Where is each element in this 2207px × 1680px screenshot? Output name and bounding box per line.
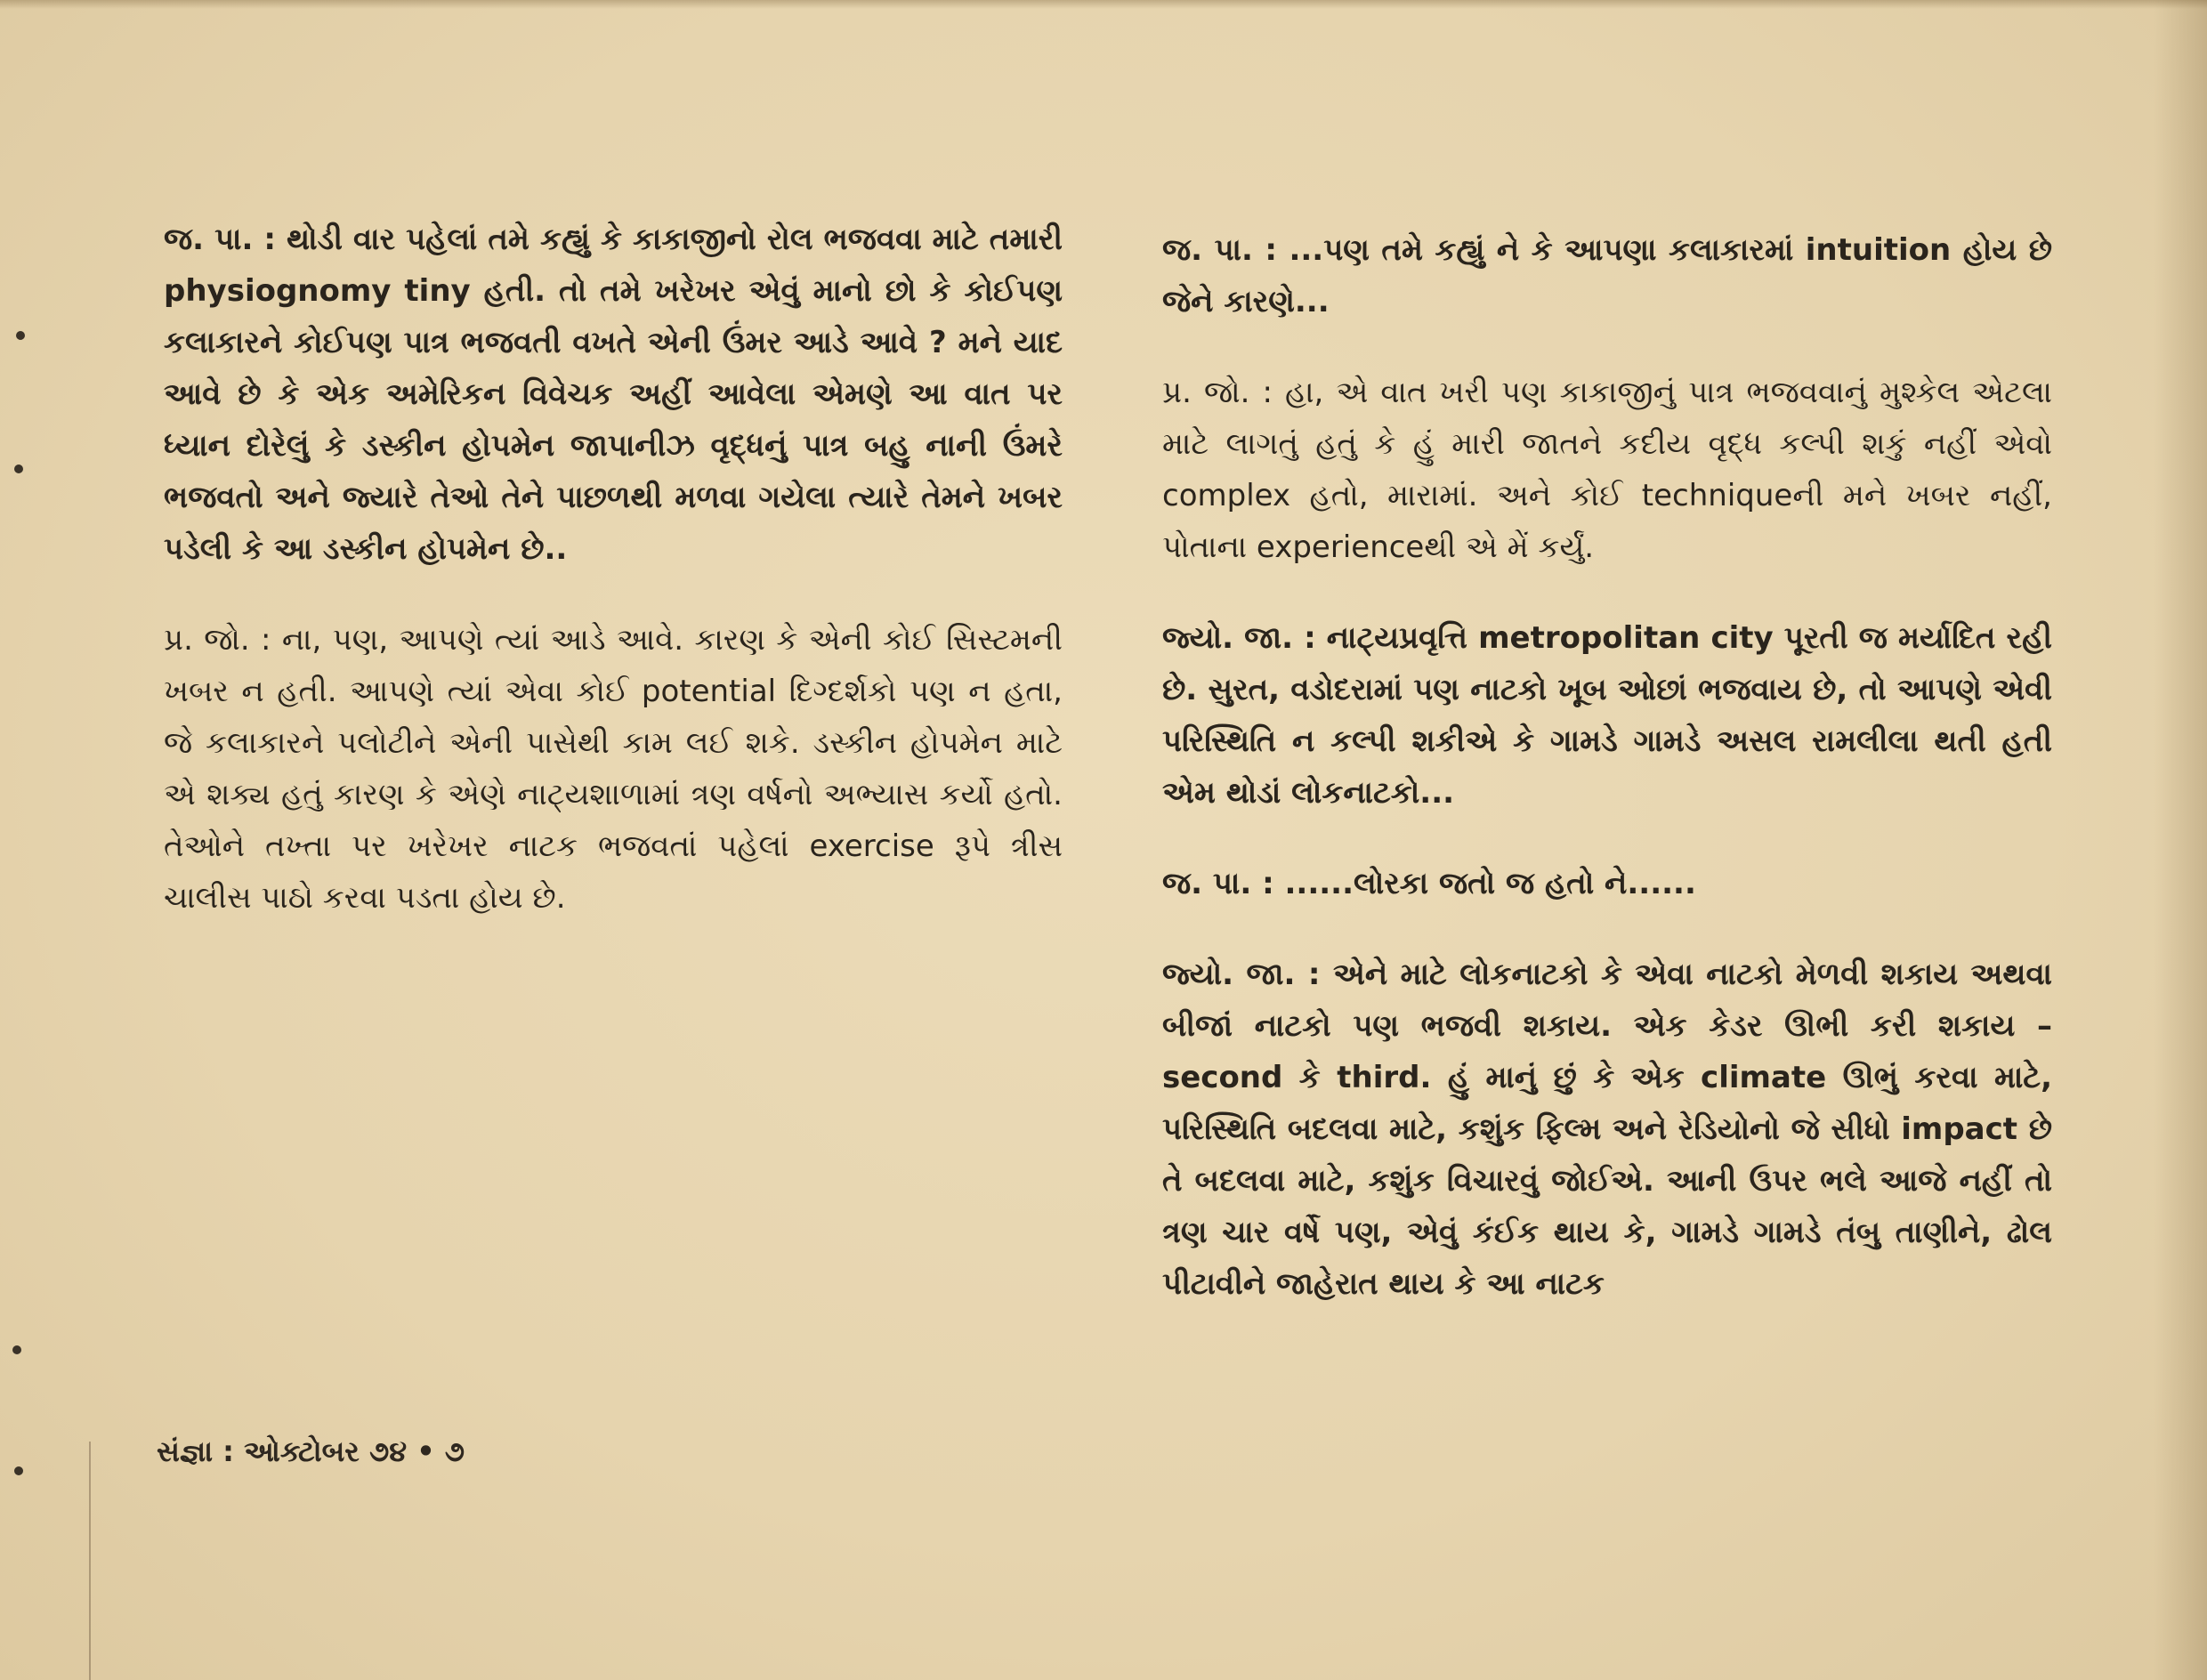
interview-paragraph: જ્યો. જા. : નાટ્યપ્રવૃત્તિ metropolitan city પૂરતી જ મર્યાદિત રહી છે. સુરત, વડોદરામાં પણ નાટકો ખૂબ ઓછાં ભજવાય છે, તો આપણે એવી પરિસ્થિતિ ન કલ્પી શકીએ કે ગામડે ગામડે અસલ રામલીલા થતી હતી એમ થોડાં લોકનાટકો... — [1162, 620, 2052, 811]
binding-hole-mark — [14, 464, 23, 473]
page-gutter-shadow — [2154, 0, 2207, 1680]
interview-paragraph: જ્યો. જા. : એને માટે લોકનાટકો કે એવા નાટકો મેળવી શકાય અથવા બીજાં નાટકો પણ ભજવી શકાય. એક કેડર ઊભી કરી શકાય – second કે third. હું માનું છું કે એક climate ઊભું કરવા માટે, પરિસ્થિતિ બદલવા માટે, કશુંક ફિલ્મ અને રેડિયોનો જે સીધો impact છે તે બદલવા માટે, કશુંક વિચારવું જોઈએ. આની ઉપર ભલે આજે નહીં તો ત્રણ ચાર વર્ષે પણ, એવું કંઈક થાય કે, ગામડે ગામડે તંબુ તાણીને, ઢોલ પીટાવીને જાહેરાત થાય કે આ નાટક — [1162, 957, 2052, 1302]
interview-paragraph: પ્ર. જો. : હા, એ વાત ખરી પણ કાકાજીનું પાત્ર ભજવવાનું મુશ્કેલ એટલા માટે લાગતું હતું કે હું મારી જાતને કદીય વૃદ્ધ કલ્પી શકું નહીં એવો complex હતો, મારામાં. અને કોઈ techniqueની મને ખબર નહીં, પોતાના experienceથી એ મેં કર્યું. — [1162, 375, 2052, 565]
page-footer: સંજ્ઞા : ઓક્ટોબર ૭૪ • ૭ — [157, 1434, 465, 1468]
left-text-column — [164, 214, 1063, 963]
interview-paragraph: પ્ર. જો. : ના, પણ, આપણે ત્યાં આડે આવે. કારણ કે એની કોઈ સિસ્ટમની ખબર ન હતી. આપણે ત્યાં એવા કોઈ potential દિગ્દર્શકો પણ ન હતા, જે કલાકારને પલોટીને એની પાસેથી કામ લઈ શકે. ડસ્કીન હોપમેન માટે એ શક્ય હતું કારણ કે એણે નાટ્યશાળામાં ત્રણ વર્ષનો અભ્યાસ કર્યો હતો. તેઓને તખ્તા પર ખરેખર નાટક ભજવતાં પહેલાં exercise રૂપે ત્રીસ ચાલીસ પાઠો કરવા પડતા હોય છે. — [164, 622, 1063, 916]
interview-paragraph: જ. પા. : થોડી વાર પહેલાં તમે કહ્યું કે કાકાજીનો રોલ ભજવવા માટે તમારી physiognomy tiny હતી. તો તમે ખરેખર એવું માનો છો કે કોઈપણ કલાકારને કોઈપણ પાત્ર ભજવતી વખતે એની ઉંમર આડે આવે ? મને યાદ આવે છે કે એક અમેરિકન વિવેચક અહીં આવેલા એમણે આ વાત પર ધ્યાન દોરેલું કે ડસ્કીન હોપમેન જાપાનીઝ વૃદ્ધનું પાત્ર બહુ નાની ઉંમરે ભજવતો અને જ્યારે તેઓ તેને પાછળથી મળવા ગયેલા ત્યારે તેમને ખબર પડેલી કે આ ડસ્કીન હોપમેન છે.. — [164, 222, 1063, 567]
interview-paragraph: જ. પા. : ...પણ તમે કહ્યું ને કે આપણા કલાકારમાં intuition હોય છે જેને કારણે... — [1162, 232, 2052, 319]
binding-hole-mark — [16, 331, 25, 340]
margin-crease — [89, 1442, 91, 1680]
right-text-column — [1162, 224, 2052, 1349]
binding-hole-mark — [14, 1466, 23, 1475]
page-top-edge — [0, 0, 2207, 9]
interview-paragraph: જ. પા. : ......લોરકા જતો જ હતો ને...... — [1162, 866, 1696, 901]
binding-hole-mark — [12, 1345, 21, 1354]
